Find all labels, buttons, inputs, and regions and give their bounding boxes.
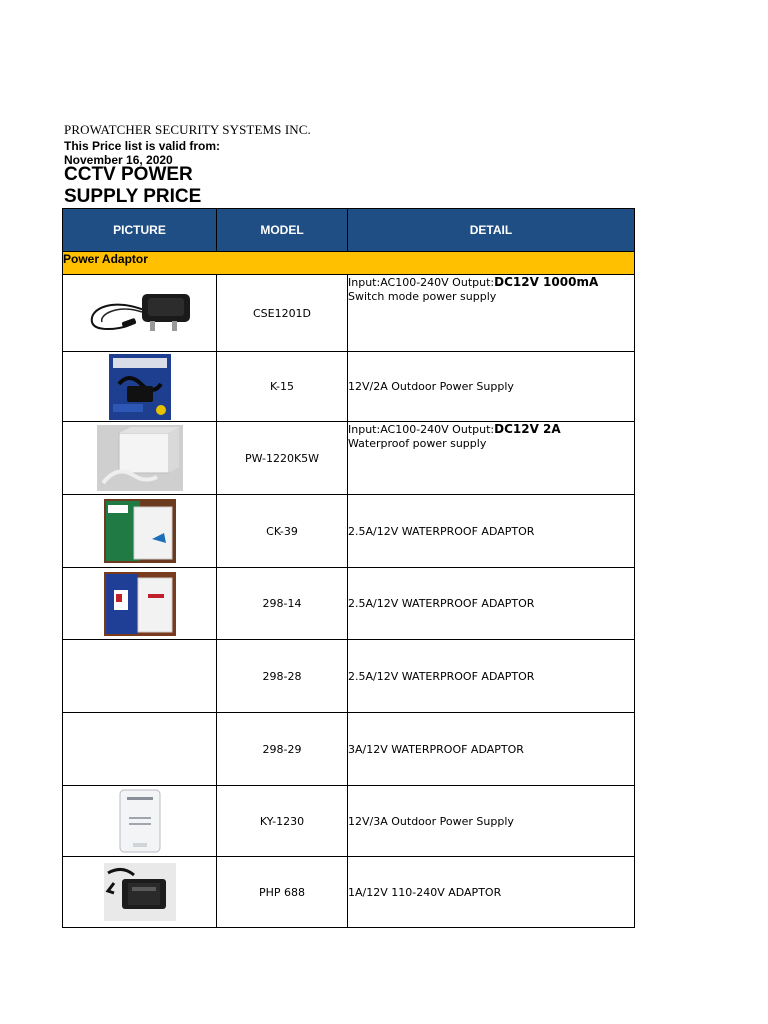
- section-label: Power Adaptor: [63, 252, 635, 275]
- model-cell: 298-14: [217, 568, 348, 640]
- detail-cell: [348, 422, 635, 495]
- table-row: [63, 640, 635, 713]
- detail-type-text: Switch mode power supply: [348, 290, 497, 303]
- picture-cell: [63, 713, 217, 786]
- company-name: PROWATCHER SECURITY SYSTEMS INC.: [64, 122, 311, 137]
- valid-from-date: November 16, 2020: [64, 153, 173, 167]
- model-cell: PHP 688: [217, 857, 348, 928]
- table-row: [63, 786, 635, 857]
- picture-cell: [63, 495, 217, 568]
- detail-cell: 12V/2A Outdoor Power Supply: [348, 352, 635, 422]
- picture-cell: [63, 568, 217, 640]
- detail-cell: 2.5A/12V WATERPROOF ADAPTOR: [348, 640, 635, 713]
- model-cell: 298-29: [217, 713, 348, 786]
- detail-cell: 2.5A/12V WATERPROOF ADAPTOR: [348, 568, 635, 640]
- white-outdoor-supply-image: [119, 789, 161, 853]
- model-cell: 298-28: [217, 640, 348, 713]
- section-row: [63, 252, 635, 275]
- detail-type-text: Waterproof power supply: [348, 437, 487, 450]
- column-header-model: MODEL: [217, 209, 348, 252]
- detail-cell: [348, 275, 635, 352]
- wall-adapter-image: [84, 288, 196, 338]
- table-row: [63, 857, 635, 928]
- table-row: [63, 275, 635, 352]
- column-header-picture: PICTURE: [63, 209, 217, 252]
- detail-cell: 1A/12V 110-240V ADAPTOR: [348, 857, 635, 928]
- detail-output-value: DC12V 1000mA: [494, 275, 599, 289]
- detail-input-text: Input:AC100-240V Output:: [348, 276, 495, 289]
- detail-output-value: DC12V 2A: [494, 422, 561, 436]
- table-row: [63, 495, 635, 568]
- model-cell: CK-39: [217, 495, 348, 568]
- picture-cell: [63, 275, 217, 352]
- page-title: [64, 164, 201, 208]
- model-cell: PW-1220K5W: [217, 422, 348, 495]
- boxed-adapter-image: [109, 354, 171, 420]
- picture-cell: [63, 786, 217, 857]
- detail-cell: 2.5A/12V WATERPROOF ADAPTOR: [348, 495, 635, 568]
- table-row: [63, 352, 635, 422]
- valid-from-label: This Price list is valid from:: [64, 139, 221, 153]
- blue-box-adapter-image: [104, 572, 176, 636]
- column-header-detail: DETAIL: [348, 209, 635, 252]
- white-box-supply-image: [97, 425, 183, 491]
- title-line-1: CCTV POWER: [64, 164, 193, 185]
- model-cell: CSE1201D: [217, 275, 348, 352]
- picture-cell: [63, 422, 217, 495]
- picture-cell: [63, 640, 217, 713]
- title-line-2: SUPPLY PRICE: [64, 186, 202, 207]
- detail-input-text: Input:AC100-240V Output:: [348, 423, 495, 436]
- table-header-row: [63, 209, 635, 252]
- model-cell: K-15: [217, 352, 348, 422]
- picture-cell: [63, 352, 217, 422]
- table-row: [63, 713, 635, 786]
- green-box-adapter-image: [104, 499, 176, 563]
- table-row: [63, 422, 635, 495]
- model-cell: KY-1230: [217, 786, 348, 857]
- black-adapter-image: [104, 863, 176, 921]
- detail-cell: 3A/12V WATERPROOF ADAPTOR: [348, 713, 635, 786]
- detail-cell: 12V/3A Outdoor Power Supply: [348, 786, 635, 857]
- price-table: [62, 208, 635, 928]
- picture-cell: [63, 857, 217, 928]
- table-row: [63, 568, 635, 640]
